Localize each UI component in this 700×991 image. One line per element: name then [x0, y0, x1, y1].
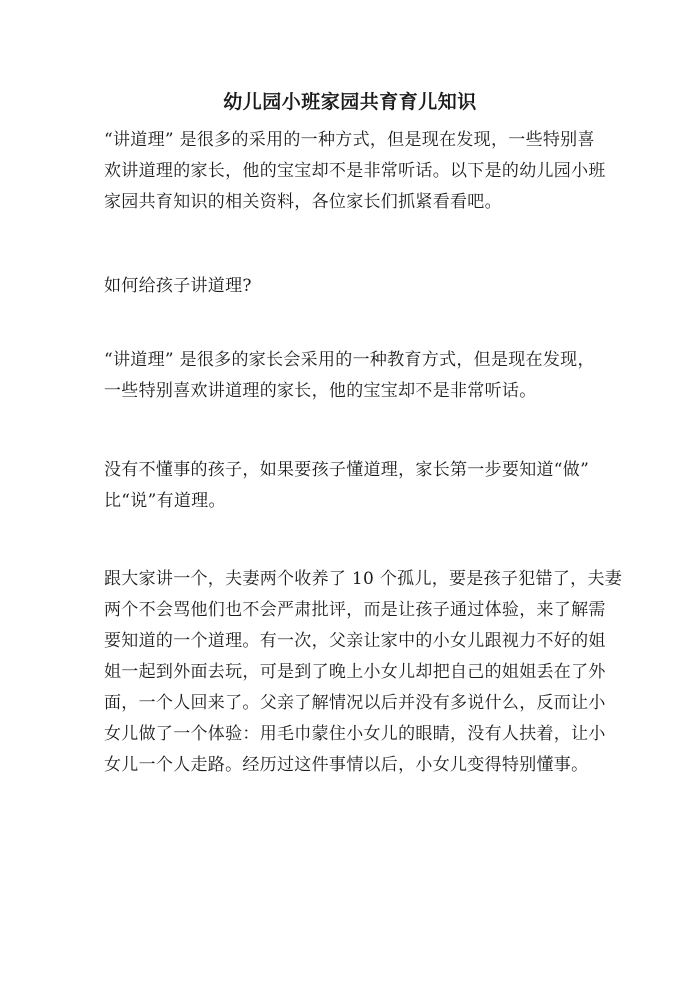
paragraph-intro	[104, 125, 604, 218]
paragraph-line: 没有不懂事的孩子，如果要孩子懂道理，家长第一步要知道“做”	[104, 460, 590, 480]
paragraph-reasoning	[104, 345, 604, 407]
paragraph-line: 姐一起到外面去玩，可是到了晚上小女儿却把自己的姐姐丢在了外	[104, 662, 606, 682]
paragraph-line: 女儿一个人走路。经历过这件事情以后，小女儿变得特别懂事。	[104, 755, 589, 775]
paragraph-line: 女儿做了一个体验：用毛巾蒙住小女儿的眼睛，没有人扶着，让小	[104, 724, 606, 744]
document-title: 幼儿园小班家园共育育儿知识	[223, 91, 477, 113]
paragraph-line: 比“说”有道理。	[104, 491, 226, 511]
paragraph-line: “讲道理” 是很多的家长会采用的一种教育方式，但是现在发现，	[104, 350, 595, 370]
paragraph-line: 一些特别喜欢讲道理的家长，他的宝宝却不是非常听话。	[104, 381, 537, 401]
paragraph-line: 如何给孩子讲道理?	[104, 276, 252, 296]
paragraph-line: 跟大家讲一个，夫妻两个收养了 10 个孤儿，要是孩子犯错了，夫妻	[104, 569, 623, 589]
paragraph-line: 要知道的一个道理。有一次，父亲让家中的小女儿跟视力不好的姐	[104, 631, 606, 651]
paragraph-line: 欢讲道理的家长，他的宝宝却不是非常听话。以下是的幼儿园小班	[104, 161, 606, 181]
paragraph-line: “讲道理” 是很多的采用的一种方式，但是现在发现，一些特别喜	[104, 130, 595, 150]
section-heading	[104, 271, 604, 302]
paragraph-line: 家园共育知识的相关资料，各位家长们抓紧看看吧。	[104, 192, 502, 212]
paragraph-line: 两个不会骂他们也不会严肃批评，而是让孩子通过体验，来了解需	[104, 600, 606, 620]
paragraph-line: 面，一个人回来了。父亲了解情况以后并没有多说什么，反而让小	[104, 693, 606, 713]
paragraph-do-vs-say	[104, 455, 604, 517]
paragraph-story	[104, 564, 623, 781]
